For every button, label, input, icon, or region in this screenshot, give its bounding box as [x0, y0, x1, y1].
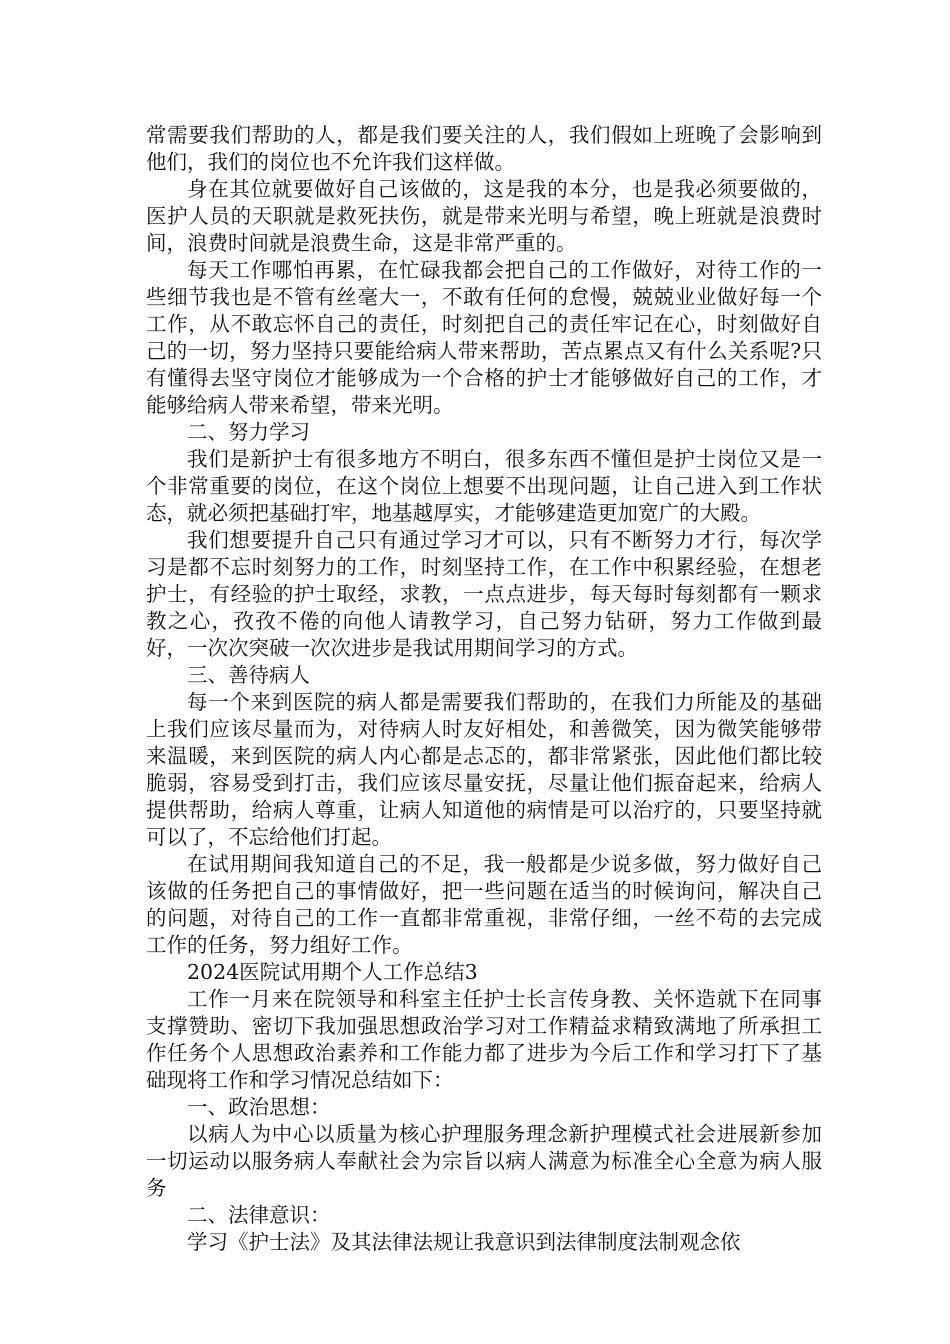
paragraph: 学习《护士法》及其法律法规让我意识到法律制度法制观念依 [187, 1230, 741, 1254]
paragraph: 在试用期间我知道自己的不足，我一般都是少说多做，努力做好自己该做的任务把自己的事情做好，把一些问题在适当的时候询问，解决自己的问题，对待自己的工作一直都非常重视，非常仔细，一丝不苟的去完成工作的任务，努力组好工作。 [146, 852, 822, 957]
document-subtitle: 2024医院试用期个人工作总结3 [187, 960, 478, 984]
paragraph: 身在其位就要做好自己该做的，这是我的本分，也是我必须要做的，医护人员的天职就是救死扶伤，就是带来光明与希望，晚上班就是浪费时间，浪费时间就是浪费生命，这是非常严重的。 [146, 177, 822, 255]
section-heading: 二、法律意识： [187, 1203, 331, 1227]
paragraph: 常需要我们帮助的人，都是我们要关注的人，我们假如上班晚了会影响到他们，我们的岗位也不允许我们这样做。 [146, 123, 822, 174]
paragraph: 每一个来到医院的病人都是需要我们帮助的，在我们力所能及的基础上我们应该尽量而为，对待病人时友好相处，和善微笑，因为微笑能够带来温暖，来到医院的病人内心都是忐忑的，都非常紧张，因此他们都比较脆弱，容易受到打击，我们应该尽量安抚，尽量让他们振奋起来，给病人提供帮助，给病人尊重，让病人知道他的病情是可以治疗的，只要坚持就可以了，不忘给他们打起。 [146, 690, 822, 849]
paragraph: 工作一月来在院领导和科室主任护士长言传身教、关怀造就下在同事支撑赞助、密切下我加强思想政治学习对工作精益求精致满地了所承担工作任务个人思想政治素养和工作能力都了进步为今后工作和学习打下了基础现将工作和学习情况总结如下： [146, 987, 822, 1092]
document-page [146, 122, 822, 1256]
paragraph: 每天工作哪怕再累，在忙碌我都会把自己的工作做好，对待工作的一些细节我也是不管有丝毫大一，不敢有任何的怠慢，兢兢业业做好每一个工作，从不敢忘怀自己的责任，时刻把自己的责任牢记在心，时刻做好自己的一切，努力坚持只要能给病人带来帮助，苦点累点又有什么关系呢?只有懂得去坚守岗位才能够成为一个合格的护士才能够做好自己的工作，才能够给病人带来希望，带来光明。 [146, 258, 822, 417]
paragraph: 我们是新护士有很多地方不明白，很多东西不懂但是护士岗位又是一个非常重要的岗位，在这个岗位上想要不出现问题，让自己进入到工作状态，就必须把基础打牢，地基越厚实，才能够建造更加宽广的大殿。 [146, 447, 822, 525]
section-heading: 二、努力学习 [187, 420, 310, 444]
paragraph: 我们想要提升自己只有通过学习才可以，只有不断努力才行，每次学习是都不忘时刻努力的工作，时刻坚持工作，在工作中积累经验，在想老护士，有经验的护士取经，求教，一点点进步，每天每时每刻都有一颗求教之心，孜孜不倦的向他人请教学习，自己努力钻研，努力工作做到最好，一次次突破一次次进步是我试用期间学习的方式。 [146, 528, 822, 660]
paragraph: 以病人为中心以质量为核心护理服务理念新护理模式社会进展新参加一切运动以服务病人奉献社会为宗旨以病人满意为标准全心全意为病人服务 [146, 1122, 822, 1200]
section-heading: 一、政治思想： [187, 1095, 331, 1119]
section-heading: 三、善待病人 [187, 663, 310, 687]
